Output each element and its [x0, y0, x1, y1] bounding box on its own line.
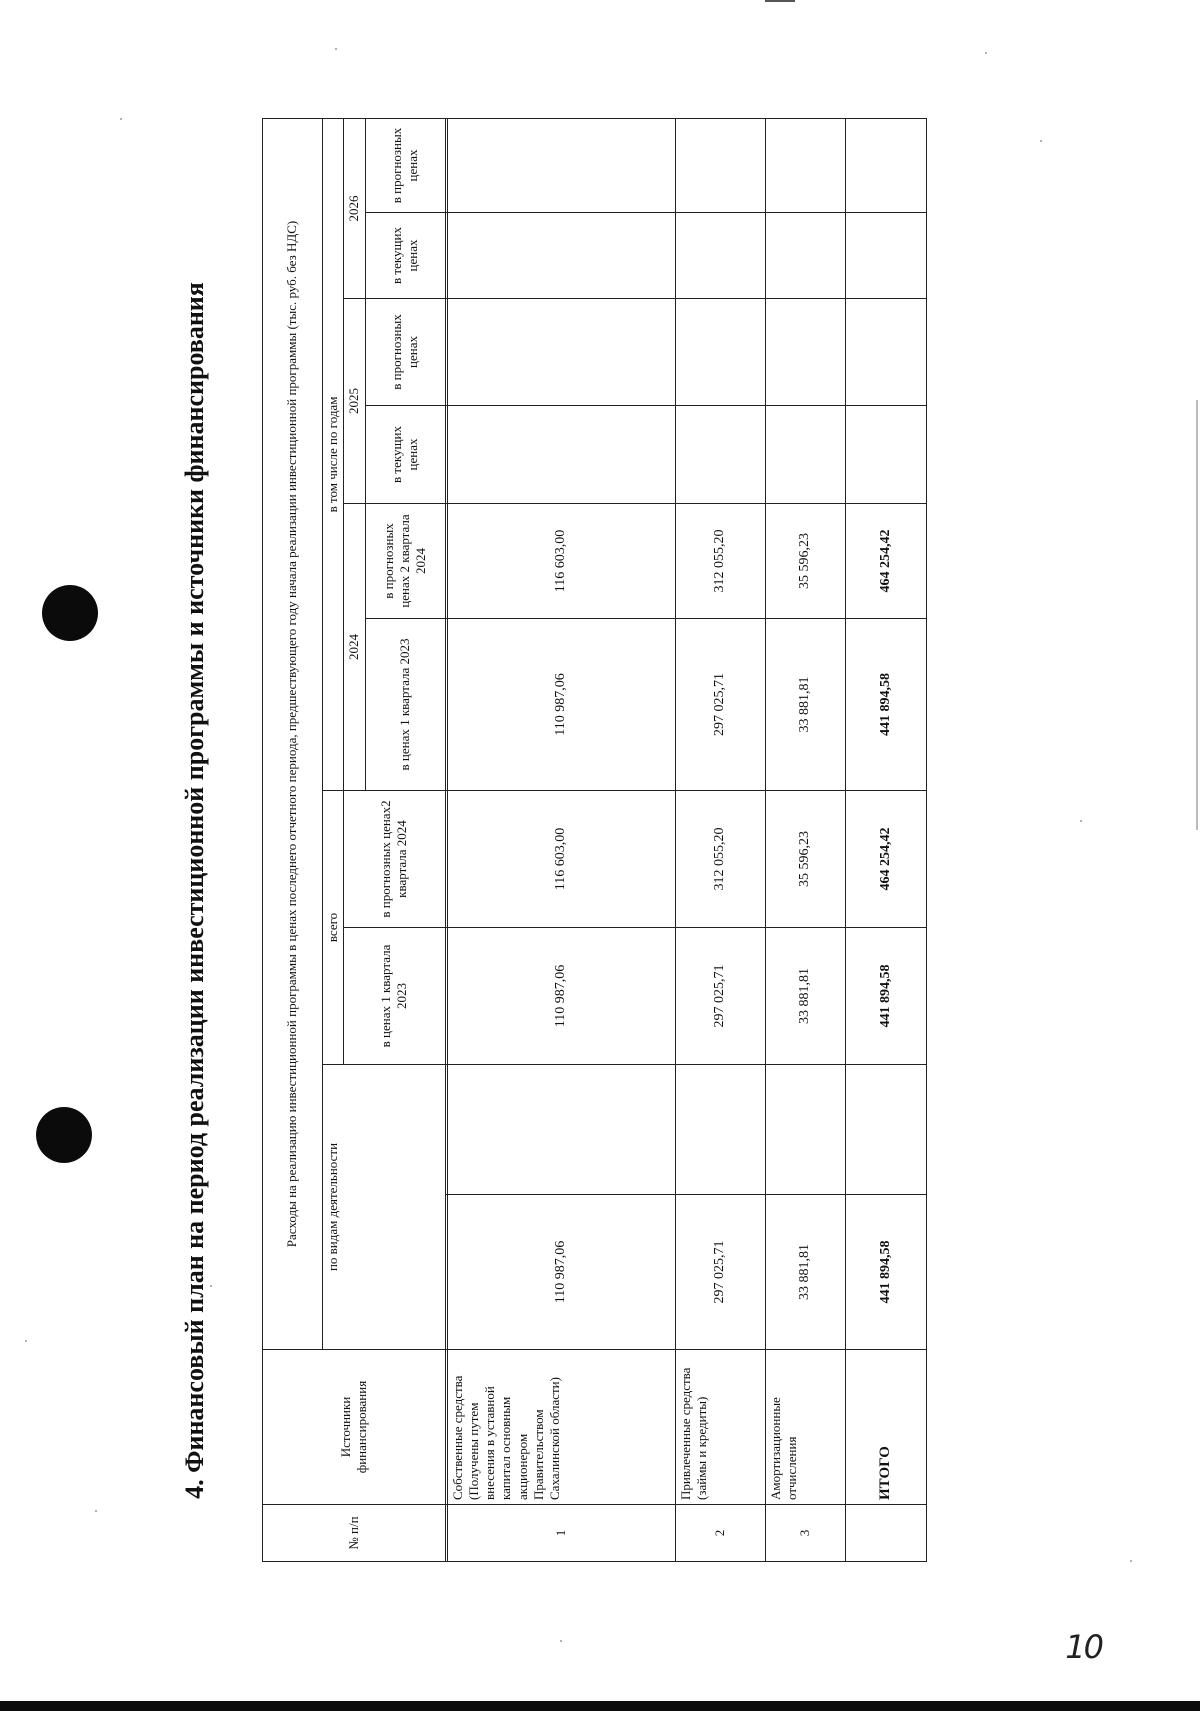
cell-processing: 110 987,06 — [447, 1195, 675, 1350]
header-expenses: Расходы на реализацию инвестиционной программы в ценах последнего отчетного периода, предшествующего году начала реализации инвестиционной программы (тыс. руб. без НДС) — [263, 118, 323, 1349]
total-2026-forecast — [845, 118, 926, 212]
cell-total-q1-2023: 297 025,71 — [675, 928, 765, 1065]
header-year-2024: 2024 — [344, 504, 365, 791]
header-total-forecast-q2-2024: в прогнозных ценах2 квартала 2024 — [344, 791, 445, 928]
cell-burial — [447, 1065, 675, 1195]
scan-artifact — [765, 0, 795, 8]
total-burial — [845, 1065, 926, 1195]
cell-2026-current — [765, 213, 845, 299]
total-num — [845, 1505, 926, 1562]
header-2024-forecast-q2-2024: в прогнозных ценах 2 квартала 2024 — [365, 504, 445, 619]
total-2026-current — [845, 213, 926, 299]
header-by-years: в том числе по годам — [323, 118, 344, 790]
scan-speck — [25, 1340, 27, 1342]
cell-2026-forecast — [447, 118, 675, 212]
header-by-activity — [323, 1065, 446, 1350]
scan-speck — [985, 52, 987, 54]
punch-hole — [42, 585, 98, 641]
table-row — [675, 118, 765, 1561]
row-source: Собственные средства (Получены путем внесения в уставной капитал основным акционером Правительством Сахалинской области) — [447, 1350, 675, 1505]
header-2026-current: в текущих ценах — [365, 213, 445, 299]
header-year-2026: 2026 — [344, 118, 365, 298]
total-label: ИТОГО — [845, 1350, 926, 1505]
cell-2024-q1-2023: 33 881,81 — [765, 619, 845, 791]
header-by-activity-label: по видам деятельности — [325, 1142, 340, 1272]
cell-2024-forecast: 116 603,00 — [447, 504, 675, 619]
cell-2024-q1-2023: 110 987,06 — [447, 619, 675, 791]
scan-speck — [335, 48, 337, 50]
cell-2024-forecast: 312 055,20 — [675, 504, 765, 619]
scan-speck — [95, 1510, 97, 1512]
cell-total-forecast-2024: 312 055,20 — [675, 791, 765, 928]
table-row — [765, 118, 845, 1561]
scan-speck — [1130, 1560, 1132, 1562]
cell-total-forecast-2024: 116 603,00 — [447, 791, 675, 928]
total-forecast-2024: 464 254,42 — [845, 791, 926, 928]
cell-2024-forecast: 35 596,23 — [765, 504, 845, 619]
cell-2025-current — [765, 406, 845, 504]
cell-2025-forecast — [765, 299, 845, 406]
cell-total-q1-2023: 110 987,06 — [447, 928, 675, 1065]
total-2024-forecast: 464 254,42 — [845, 504, 926, 619]
row-num: 2 — [675, 1505, 765, 1562]
cell-2026-current — [447, 213, 675, 299]
scan-speck — [120, 118, 122, 120]
cell-2024-q1-2023: 297 025,71 — [675, 619, 765, 791]
cell-total-q1-2023: 33 881,81 — [765, 928, 845, 1065]
row-num: 1 — [447, 1505, 675, 1562]
scan-speck — [1040, 140, 1042, 142]
total-2025-forecast — [845, 299, 926, 406]
scan-edge — [0, 1701, 1200, 1711]
cell-processing: 297 025,71 — [675, 1195, 765, 1350]
cell-total-forecast-2024: 35 596,23 — [765, 791, 845, 928]
header-2025-current: в текущих ценах — [365, 406, 445, 504]
row-source: Привлеченные средства (займы и кредиты) — [675, 1350, 765, 1505]
total-processing: 441 894,58 — [845, 1195, 926, 1350]
scan-speck — [1080, 820, 1082, 822]
total-q1-2023: 441 894,58 — [845, 928, 926, 1065]
header-2024-price-q1-2023: в ценах 1 квартала 2023 — [365, 619, 445, 791]
cell-2025-forecast — [675, 299, 765, 406]
cell-burial — [675, 1065, 765, 1195]
punch-hole — [36, 1107, 92, 1163]
cell-processing: 33 881,81 — [765, 1195, 845, 1350]
cell-2026-forecast — [675, 118, 765, 212]
scan-speck — [560, 1640, 562, 1642]
row-source: Амортизационные отчисления — [765, 1350, 845, 1505]
scan-artifact — [1196, 400, 1198, 830]
cell-2026-current — [675, 213, 765, 299]
cell-2025-forecast — [447, 299, 675, 406]
header-total: всего — [323, 791, 344, 1065]
landscape-content — [175, 127, 923, 1562]
total-2024-q1-2023: 441 894,58 — [845, 619, 926, 791]
cell-2025-current — [447, 406, 675, 504]
total-2025-current — [845, 406, 926, 504]
header-2026-forecast: в прогнозных ценах — [365, 118, 445, 212]
header-2025-forecast: в прогнозных ценах — [365, 299, 445, 406]
table-row — [447, 118, 675, 1561]
cell-2026-forecast — [765, 118, 845, 212]
row-num: 3 — [765, 1505, 845, 1562]
header-year-2025: 2025 — [344, 299, 365, 504]
total-row — [845, 118, 926, 1561]
cell-2025-current — [675, 406, 765, 504]
financial-plan-table — [262, 118, 927, 1562]
header-total-price-q1-2023: в ценах 1 квартала 2023 — [344, 928, 445, 1065]
cell-burial — [765, 1065, 845, 1195]
page-number: 10 — [1065, 1628, 1102, 1666]
header-num: № п/п — [263, 1505, 446, 1562]
header-source: Источники финансирования — [263, 1350, 446, 1505]
page-title: 4. Финансовый план на период реализации инвестиционной программы и источники финансирования — [180, 282, 209, 1499]
